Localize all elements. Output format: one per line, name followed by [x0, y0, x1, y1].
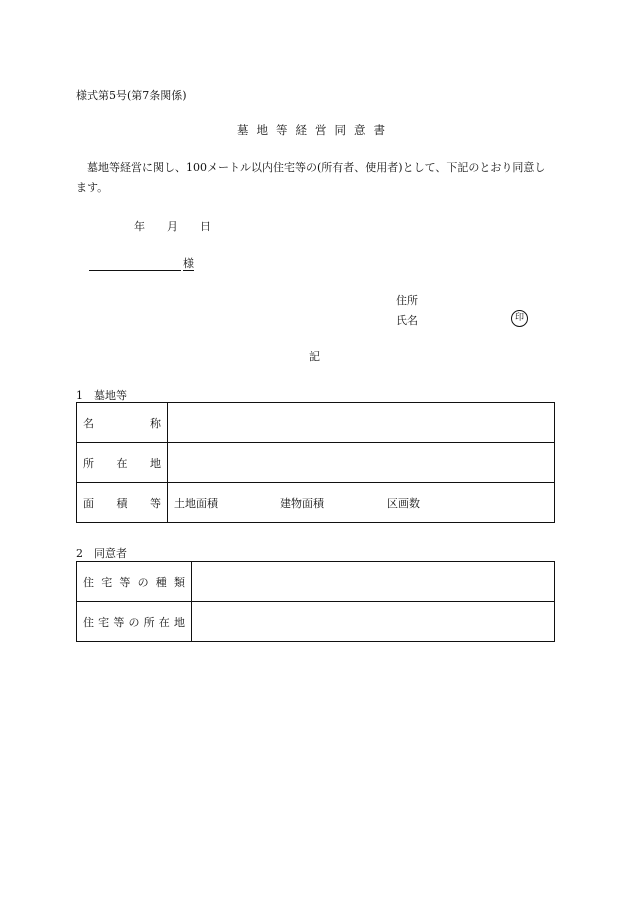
date-line — [134, 218, 211, 234]
label-char: 名 — [83, 416, 94, 430]
date-day-label: 日 — [200, 220, 211, 233]
ki-heading: 記 — [309, 350, 320, 363]
table-row — [77, 443, 555, 483]
cemetery-name-field[interactable] — [168, 403, 555, 443]
addressee-blank[interactable] — [89, 258, 181, 271]
row-label-area — [77, 483, 168, 523]
row-label-housing-location — [77, 602, 192, 642]
plot-count-label: 区画数 — [387, 496, 420, 510]
label-char: 在 — [158, 615, 170, 629]
section2-heading: 2 同意者 — [76, 547, 127, 560]
label-char: の — [137, 575, 149, 589]
table-row — [77, 562, 555, 602]
row-label-location — [77, 443, 168, 483]
form-number: 様式第5号(第7条関係) — [76, 89, 187, 102]
housing-type-field[interactable] — [192, 562, 555, 602]
addressee-suffix: 様 — [183, 257, 194, 270]
row-label-name — [77, 403, 168, 443]
consenter-info-table — [76, 561, 555, 642]
housing-location-field[interactable] — [192, 602, 555, 642]
label-char: の — [128, 615, 140, 629]
label-char: 地 — [173, 615, 185, 629]
label-char: 積 — [116, 496, 128, 510]
label-char: 所 — [143, 615, 155, 629]
label-char: 種 — [155, 575, 167, 589]
cemetery-location-field[interactable] — [168, 443, 555, 483]
document-title: 墓地等経営同意書 — [237, 123, 393, 137]
label-char: 所 — [83, 456, 94, 470]
table-row — [77, 403, 555, 443]
label-char: 住 — [83, 615, 94, 629]
label-char: 等 — [150, 496, 161, 510]
consent-statement: 墓地等経営に関し、100メートル以内住宅等の(所有者、使用者)として、下記のとおり同意します。 — [76, 161, 546, 194]
building-area-label: 建物面積 — [280, 496, 324, 510]
name-label: 氏名 — [396, 314, 418, 327]
label-char: 住 — [83, 575, 94, 589]
seal-mark: 印 — [511, 310, 528, 327]
label-char: 称 — [150, 416, 161, 430]
label-char: 類 — [173, 575, 185, 589]
cemetery-info-table — [76, 402, 555, 523]
cemetery-area-field[interactable] — [168, 483, 555, 523]
label-char: 在 — [116, 456, 128, 470]
section1-heading: 1 墓地等 — [76, 389, 127, 402]
date-month-label: 月 — [167, 220, 178, 233]
date-year-label: 年 — [134, 220, 145, 233]
label-char: 面 — [83, 496, 94, 510]
land-area-label: 土地面積 — [174, 496, 218, 510]
addressee-line — [89, 255, 194, 271]
label-char: 地 — [150, 456, 161, 470]
table-row — [77, 602, 555, 642]
row-label-housing-type — [77, 562, 192, 602]
address-label: 住所 — [396, 294, 418, 307]
label-char: 等 — [119, 575, 131, 589]
label-char: 等 — [113, 615, 125, 629]
table-row — [77, 483, 555, 523]
label-char: 宅 — [101, 575, 113, 589]
label-char: 宅 — [98, 615, 110, 629]
